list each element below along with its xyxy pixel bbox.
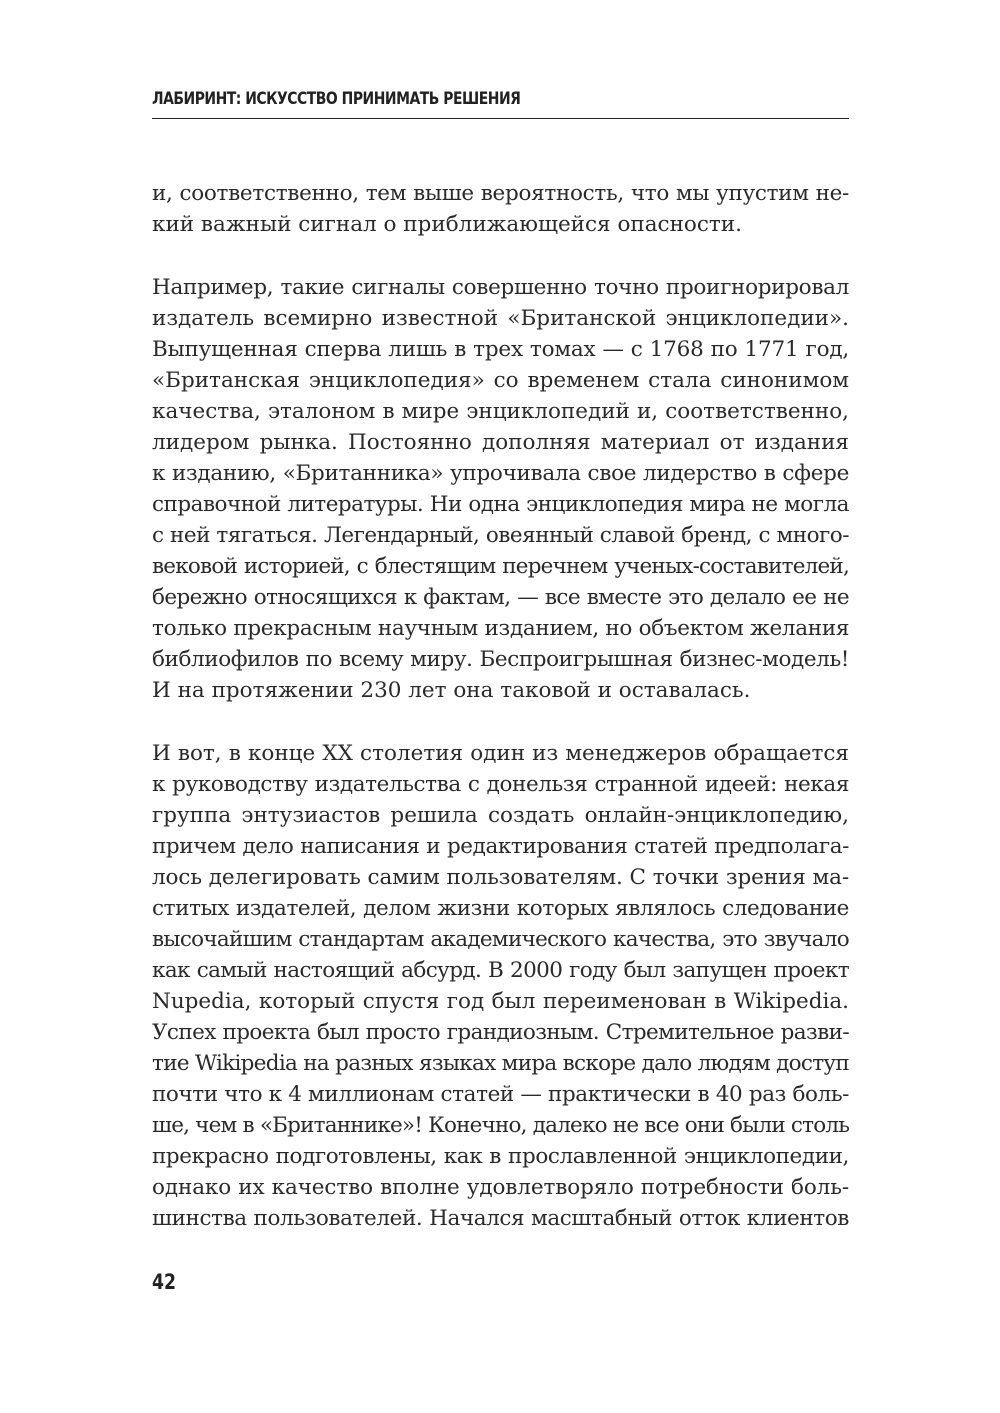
text-line: причем дело написания и редактирования статей предполага- xyxy=(152,834,849,859)
text-line: к изданию, «Британника» упрочивала свое лидерство в сфере xyxy=(152,461,849,486)
text-line: справочной литературы. Ни одна энциклопедия мира не могла xyxy=(152,492,849,517)
page-number: 42 xyxy=(152,1270,176,1294)
text-line: и, соответственно, тем выше вероятность, что мы упустим не- xyxy=(152,181,849,206)
text-line: лось делегировать самим пользователям. С точки зрения ма- xyxy=(152,865,849,890)
text-line: ститых издателей, делом жизни которых являлось следование xyxy=(152,896,849,921)
text-line: издатель всемирно известной «Британской энциклопедии». xyxy=(152,306,849,331)
text-line: с ней тягаться. Легендарный, овеянный славой бренд, с много- xyxy=(152,523,849,548)
text-line: вековой историей, с блестящим перечнем ученых-составителей, xyxy=(152,554,849,579)
text-line: почти что к 4 миллионам статей — практически в 40 раз боль- xyxy=(152,1082,849,1107)
text-line: «Британская энциклопедия» со временем стала синонимом xyxy=(152,368,849,393)
text-line: высочайшим стандартам академического качества, это звучало xyxy=(152,927,849,952)
text-line: кий важный сигнал о приближающейся опасности. xyxy=(152,212,742,237)
text-line: группа энтузиастов решила создать онлайн-энциклопедию, xyxy=(152,803,849,828)
paragraph-3 xyxy=(152,738,849,1234)
text-line: качества, эталоном в мире энциклопедий и, соответственно, xyxy=(152,399,849,424)
text-line: Выпущенная сперва лишь в трех томах — с 1768 по 1771 год, xyxy=(152,337,849,362)
running-header xyxy=(152,84,849,119)
running-title: ЛАБИРИНТ: ИСКУССТВО ПРИНИМАТЬ РЕШЕНИЯ xyxy=(152,89,521,109)
text-line: прекрасно подготовлены, как в прославленной энциклопедии, xyxy=(152,1144,849,1169)
text-line: И на протяжении 230 лет она таковой и оставалась. xyxy=(152,678,751,703)
body-text xyxy=(152,178,849,1234)
text-line: Nupedia, который спустя год был переименован в Wikipedia. xyxy=(152,989,849,1014)
text-line: однако их качество вполне удовлетворяло потребности боль- xyxy=(152,1175,849,1200)
text-line: ше, чем в «Британнике»! Конечно, далеко не все они были столь xyxy=(152,1113,850,1138)
text-line: библиофилов по всему миру. Беспроигрышная бизнес-модель! xyxy=(152,647,849,672)
text-line: к руководству издательства с донельзя странной идеей: некая xyxy=(152,772,849,797)
text-line: лидером рынка. Постоянно дополняя материал от издания xyxy=(152,430,849,455)
text-line: как самый настоящий абсурд. В 2000 году был запущен проект xyxy=(152,958,849,983)
text-line: Например, такие сигналы совершенно точно проигнорировал xyxy=(152,275,849,300)
text-line: И вот, в конце XX столетия один из менеджеров обращается xyxy=(152,741,849,766)
paragraph-2 xyxy=(152,272,849,706)
text-line: шинства пользователей. Начался масштабный отток клиентов xyxy=(152,1206,849,1231)
text-line: тие Wikipedia на разных языках мира вскоре дало людям доступ xyxy=(152,1051,850,1076)
text-line: Успех проекта был просто грандиозным. Стремительное разви- xyxy=(152,1020,849,1045)
text-line: только прекрасным научным изданием, но объектом желания xyxy=(152,616,850,641)
paragraph-1 xyxy=(152,178,849,240)
text-line: бережно относящихся к фактам, — все вместе это делало ее не xyxy=(152,585,849,610)
